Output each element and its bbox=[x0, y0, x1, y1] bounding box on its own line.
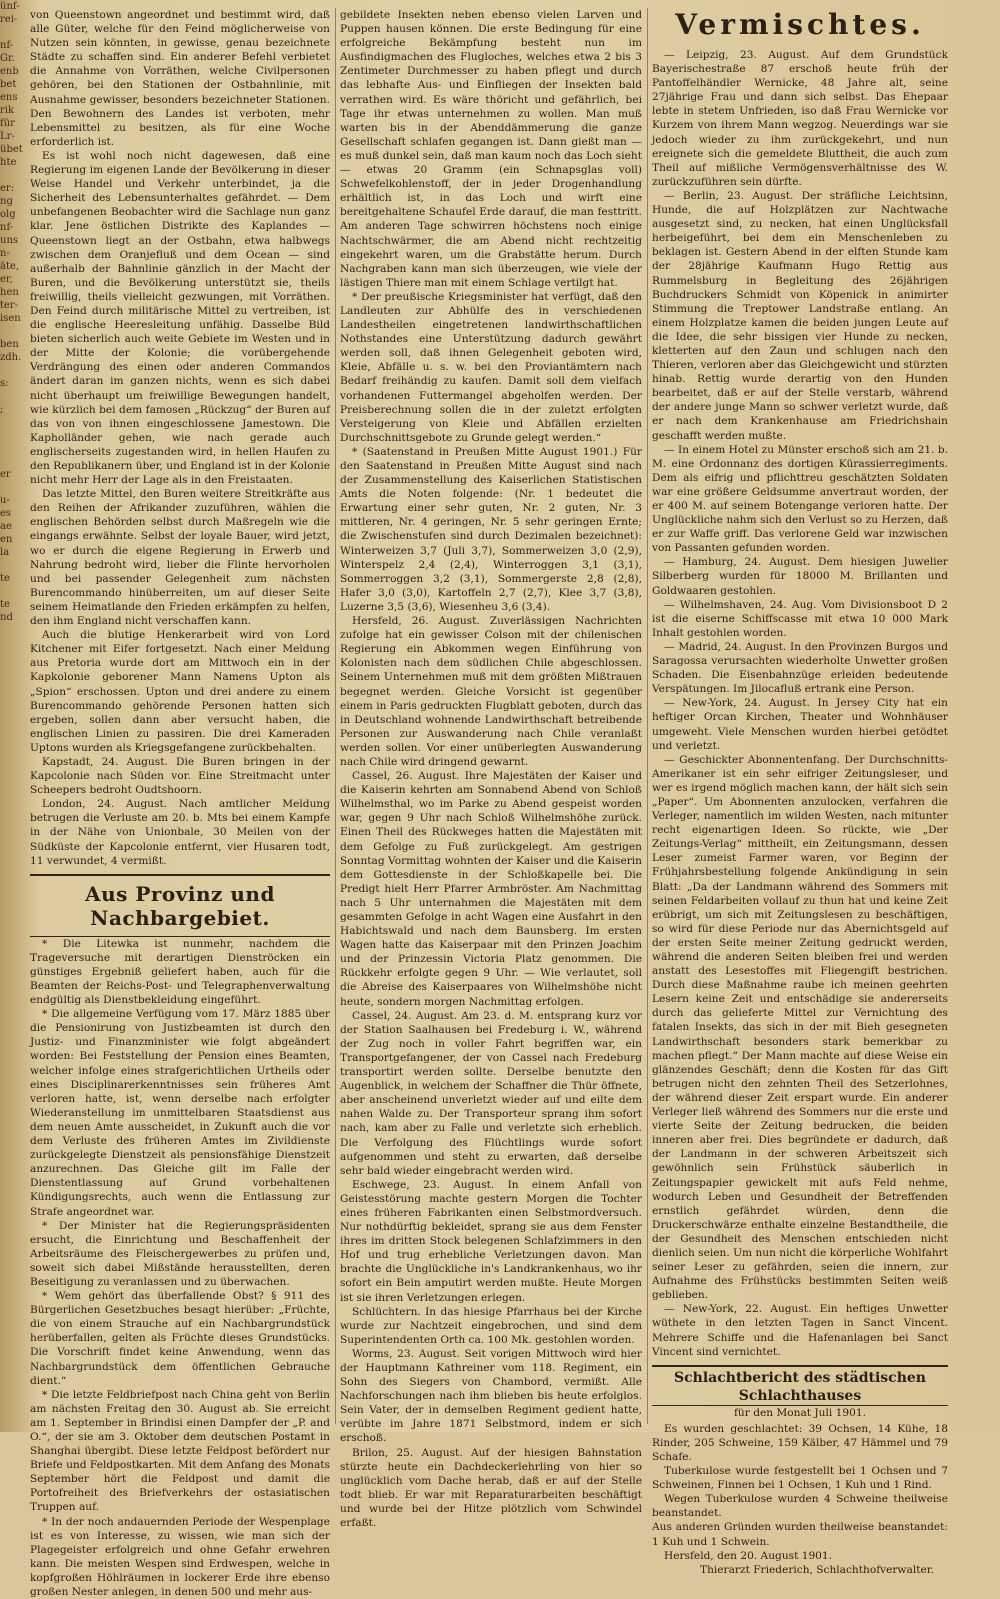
report-header-box bbox=[652, 1365, 948, 1406]
news-item: * Der preußische Kriegsminister hat verfügt, daß den Landleuten zur Abhülfe des in verschiedenen Landestheilen eingetretenen landwirthschaftlichen Nothstandes eine Unterstützung dadurch gewährt werden soll, daß ihnen Gelegenheit geboten wird, Kleie, Abfälle u. s. w. bei den Proviantämtern nach Bedarf freihändig zu kaufen. Damit soll dem vielfach vorhandenen Futtermangel abgeholfen werden. Der Preisberechnung sollen die in der zuletzt erfolgten Versteigerung von Kleie und Abfällen erzielten Durchschnittsgebote zu Grunde gelegt werden.“ bbox=[340, 290, 642, 444]
report-date: Hersfeld, den 20. August 1901. bbox=[664, 1549, 833, 1562]
spine-fragment: ae bbox=[0, 521, 12, 532]
spine-fragment: zdh. bbox=[0, 352, 22, 363]
news-item: Eschwege, 23. August. In einem Anfall von Geistesstörung machte gestern Morgen die Tochter eines früheren Fabrikanten einen Selbstmordversuch. Nur nothdürftig bekleidet, sprang sie aus dem Fenster ihres im dritten Stock belegenen Schlafzimmers in den Hof und trug erhebliche Verletzungen davon. Man brachte die Unglückliche in's Landkrankenhaus, wo ihr sofort ein Bein amputirt werden mußte. Heute Morgen ist sie ihren Verletzungen erlegen. bbox=[340, 1178, 642, 1304]
column-rule bbox=[335, 8, 336, 1424]
spine-fragment bbox=[0, 481, 24, 494]
spine-fragment: en bbox=[0, 534, 13, 545]
spine-fragment: Lr- bbox=[0, 131, 15, 142]
news-item: — Geschickter Abonnentenfang. Der Durchschnitts-Amerikaner ist ein sehr eifriger Zeitungsleser, und wer es irgend möglich machen kann, der hält sich sein „Paper“. Um Abonnenten anzulocken, verfahren die Verleger, namentlich im wilden Westen, nach mitunter recht eigenartigen Ideen. So rückte, wie „Der Zeitungs-Verlag“ mittheilt, ein Zeitungsmann, dessen Leser zumeist Farmer waren, vor Beginn der Frühjahrsbestellung folgende Ankündigung in sein Blatt: „Da der Landmann während des Sommers mit seinen Feldarbeiten vollauf zu thun hat und keine Zeit erübrigt, um sich mit Zeitungslesen zu beschäftigen, so wird für diese Periode nur das Abernichtsgeld auf der ersten Seite meiner Zeitung gedruckt werden, während die anderen Seiten bleiben frei und werden anstatt des Lesestoffes mit Fliegengift bestrichen. Durch diese Maßnahme raube ich meinen geehrten Lesern keine Zeit und entschädige sie andererseits durch das gelieferte Mittel zur Vernichtung des fatalen Insekts, das sich in der mit Bieh gesegneten Landwirthschaft besonders stark bemerkbar zu machen pflegt.“ Der Mann machte auf diese Weise ein glänzendes Geschäft; denn die Kosten für das Gift betrugen nicht den zehnten Theil des Setzerlohnes, der während dieser Zeit erspart wurde. Ein anderer Verleger ließ während des Sommers nur die erste und vierte Seite der Zeitung bedrucken, die beiden inneren aber frei. Dies begründete er dadurch, daß der Landmann in der schweren Arbeitszeit sich gewöhnlich sein Frühstück säuberlich in Zeitungspapier gewickelt mit aufs Feld nehme, wodurch Leben und Gesundheit der Betreffenden ernstlich gefährdet würden, denn die Druckerschwärze enthalte einzelne Bestandtheile, die der Gesundheit des Menschen entschieden nicht dienlich seien. Um nun nicht die körperliche Wohlfahrt seiner Leser zu gefährden, seien die innern, zur Aufnahme des Frühstücks bestimmten Seiten weiß geblieben. bbox=[652, 753, 948, 1302]
section-title: Aus Provinz und Nachbargebiet. bbox=[85, 881, 275, 930]
news-item: * In der noch andauernden Periode der Wespenplage ist es von Interesse, zu wissen, wie man sich der Plagegeister erfolgreich und ohne Gefahr erwehren kann. Die meisten Wespen sind Erdwespen, welche in kopfgroßen Höhlräumen in lockerer Erde ihre ebenso großen Nester anlegen, in denen 500 und mehr aus- bbox=[30, 1515, 330, 1599]
news-item: * Die letzte Feldbriefpost nach China geht von Berlin am nächsten Freitag den 30. August ab. Sie erreicht am 1. September in Brindisi einen Dampfer der „P. and O.“, der sie am 3. Oktober dem deutschen Postamt in Shanghai übergibt. Diese letzte Feldpost befördert nur Briefe und Feldpostkarten. Mit dem Anfang des Monats September hört die Feldpost und damit die Portofreiheit des Briefverkehrs der ostasiatischen Truppen auf. bbox=[30, 1388, 330, 1514]
column-middle bbox=[340, 8, 642, 1530]
spine-fragment bbox=[0, 26, 24, 39]
spine-fragment: für bbox=[0, 118, 15, 129]
column-rule bbox=[647, 8, 648, 1424]
column-left bbox=[30, 8, 330, 1599]
spine-fragment bbox=[0, 455, 24, 468]
news-item: — New-York, 22. August. Ein heftiges Unwetter wüthete in den letzten Tagen in Sanct Vincent. Mehrere Schiffe und die Hafenanlagen bei Sanct Vincent sind vernichtet. bbox=[652, 1303, 948, 1358]
spine-fragment: te bbox=[0, 573, 10, 584]
spine-fragment: nf- bbox=[0, 222, 14, 233]
spine-fragment bbox=[0, 559, 24, 572]
section-header-box bbox=[30, 874, 330, 937]
section-title: Vermischtes. bbox=[675, 8, 925, 41]
spine-fragment: äte, bbox=[0, 261, 20, 272]
spine-fragment: olg bbox=[0, 209, 16, 220]
article-paragraph: von Queenstown angeordnet und bestimmt wird, daß alle Güter, welche für den Feind möglicherweise von Nutzen sein könnten, in gewisse, genau bezeichnete Städte zu schaffen sind. Ein anderer Befehl verbietet die Annahme von Vorräthen, welche Civilpersonen gehören, bei den Stationen der Ostbahnlinie, mit Ausnahme gewisser, besonders bezeichneter Stationen. Den Bewohnern des Landes ist verboten, mehr Lebensmittel zu besitzen, als für eine Woche erforderlich ist. bbox=[30, 9, 330, 148]
spine-fragment: hte bbox=[0, 157, 17, 168]
article-paragraph: Das letzte Mittel, den Buren weitere Streitkräfte aus den Reihen der Afrikander zuzuführen, wählen die englischen Behörden selbst durch Maßregeln wie die eingangs erwähnte. Selbst der loyale Bauer, wird jetzt, wo er durch die eigene Regierung in Erwerb und Nahrung bedroht wird, lieber die Flinte hervorholen und bei passender Gelegenheit zum nächsten Burencommando hinüberreiten, um auf dieser Seite seinem Heimatlande den Frieden erkämpfen zu helfen, den ihm England nicht verschaffen kann. bbox=[30, 488, 330, 628]
report-paragraph: Es wurden geschlachtet: 39 Ochsen, 14 Kühe, 18 Rinder, 205 Schweine, 159 Kälber, 47 Hämmel und 79 Schafe. bbox=[652, 1422, 948, 1463]
spine-fragment bbox=[0, 585, 24, 598]
news-item: Schlüchtern. In das hiesige Pfarrhaus bei der Kirche wurde zur Nachtzeit eingebrochen, und sind dem Superintendenten Orth ca. 100 Mk. gestohlen worden. bbox=[340, 1305, 642, 1346]
spine-fragment: ng bbox=[0, 196, 13, 207]
spine-fragment: enb bbox=[0, 66, 19, 77]
news-item: * Wem gehört das überfallende Obst? § 911 des Bürgerlichen Gesetzbuches besagt hierüber: „Früchte, die von einem Strauche auf ein Nachbargrundstück herüberfallen, gelten als Früchte dieses Grundstücks. Die Vorschrift findet keine Anwendung, wenn das Nachbargrundstück dem öffentlichen Gebrauche dient.“ bbox=[30, 1290, 330, 1387]
news-item: * Die allgemeine Verfügung vom 17. März 1885 über die Pensionirung von Justizbeamten ist durch den Justiz- und Finanzminister wie folgt abgeändert worden: Bei Feststellung der Pension eines Beamten, welcher infolge eines strafgerichtlichen Urtheils oder eines Disciplinarerkenntnisses sein früheres Amt verloren hatte, ist, wenn derselbe nach erfolgter Wiederanstellung im unmittelbaren Staatsdienst aus dem neuen Amte ausscheidet, in Zukunft auch die vor dem Verluste des früheren Amtes im Zivildienste zurückgelegte Dienstzeit als pensionsfähige Dienstzeit anzurechnen. Das Gleiche gilt im Falle der Dienstentlassung auf Grund vorbehaltenen Kündigungsrechts, auch wenn die Entlassung zur Strafe angeordnet war. bbox=[30, 1008, 330, 1218]
spine-fragment: uns bbox=[0, 235, 19, 246]
spine-fragment: la bbox=[0, 547, 10, 558]
news-item: — Leipzig, 23. August. Auf dem Grundstück Bayerischestraße 87 erschoß heute früh der Pantoffelhändler Wernicke, 48 Jahre alt, seine 27jährige Frau und dann sich selbst. Das Ehepaar lebte in stetem Unfrieden, iso daß Frau Wernicke vor Kurzem von ihrem Mann wegzog. Neuerdings war sie jedoch wieder zu ihm zurückgekehrt, und nun ereignete sich die gemeldete Bluttheit, die auch zum Theil auf mißliche Vermögensverhältnisse des W. zurückzuführen sein dürfte. bbox=[652, 49, 948, 188]
news-item: Cassel, 24. August. Am 23. d. M. entsprang kurz vor der Station Saalhausen bei Fredeburg i. W., während der Zug noch in voller Fahrt begriffen war, ein Transportgefangener, der von Cassel nach Fredeburg transportirt werden sollte. Derselbe benutzte den Augenblick, in welchem der Schaffner die Thür öffnete, aber anscheinend unverletzt wieder auf und eilte dem nahen Walde zu. Der Transporteur sprang ihm sofort nach, kam aber zu Falle und verletzte sich erheblich. Die Verfolgung des Flüchtlings wurde sofort aufgenommen und steht zu erwarten, daß derselbe sehr bald wieder eingebracht werden wird. bbox=[340, 1009, 642, 1177]
spine-fragment: rik bbox=[0, 105, 15, 116]
spine-fragment: nf- bbox=[0, 40, 14, 51]
spine-fragment: Gr. bbox=[0, 53, 15, 64]
spine-fragment: es bbox=[0, 508, 12, 519]
news-item: — In einem Hotel zu Münster erschoß sich am 21. b. M. eine Ordonnanz des dortigen Kürassierregiments. Dem als eifrig und pflichttreu geschätzten Soldaten war eine größere Geldsumme anvertraut worden, der er 400 M. auf seinem Botengange verloren hatte. Der Unglückliche nahm sich den Verlust so zu Herzen, daß er zur Waffe griff. Das verlorene Geld war inzwischen von Passanten gefunden worden. bbox=[652, 443, 948, 555]
spine-fragment: bet bbox=[0, 79, 17, 90]
spine-fragment: ter- bbox=[0, 300, 19, 311]
news-item: — Berlin, 23. August. Der sträfliche Leichtsinn, Hunde, die auf Holzplätzen zur Nachtwache ausgesetzt sind, zu necken, hat einen Unglücksfall herbeigeführt, bei dem ein Menschenleben zu beklagen ist. Gestern Abend in der elften Stunde kam der 28jährige Kaufmann Hugo Rettig aus Rummelsburg in Begleitung des 26jährigen Buchdruckers Schmidt von Köpenick in animirter Stimmung die Treptower Landstraße entlang. An einem Holzplatze kamen die beiden jungen Leute auf die Idee, die sehr bissigen vier Hunde zu necken, kletterten auf den Zaun und schlugen nach den Thieren, verloren aber das Gleichgewicht und stürzten hinab. Rettig wurde derartig von den Hunden bearbeitet, daß er auf der Stelle verstarb, während der andere junge Mann so schwer verletzt wurde, daß er nach dem Krankenhause am Friedrichshain geschafft werden mußte. bbox=[652, 189, 948, 442]
news-item: Worms, 23. August. Seit vorigen Mittwoch wird hier der Hauptmann Kathreiner vom 118. Regiment, ein Sohn des Siegers von Chambord, vermißt. Alle Nachforschungen nach ihm blieben bis heute erfolglos. Sein Vater, der in demselben Regiment gedient hatte, verübte im Jahre 1871 Selbstmord, indem er sich erschoß. bbox=[340, 1347, 642, 1445]
spine-fragment: ; bbox=[0, 404, 4, 415]
news-item: * Die Litewka ist nunmehr, nachdem die Trageversuche mit derartigen Dienströcken ein günstiges Ergebniß geliefert haben, auch für die Beamten der Reichs-Post- und Telegraphenverwaltung endgültig als Dienstbekleidung eingeführt. bbox=[30, 937, 330, 1007]
spine-fragment bbox=[0, 325, 24, 338]
news-item: — New-York, 24. August. In Jersey City hat ein heftiger Orcan Kirchen, Theater und Wohnhäuser umgeweht. Viele Menschen wurden hierbei getödtet und verletzt. bbox=[652, 697, 948, 752]
news-item: — Wilhelmshaven, 24. Aug. Vom Divisionsboot D 2 ist die eiserne Schiffscasse mit etwa 10 000 Mark Inhalt gestohlen worden. bbox=[652, 598, 948, 639]
news-item: Cassel, 26. August. Ihre Majestäten der Kaiser und die Kaiserin kehrten am Sonnabend Abend von Schloß Wilhelmsthal, wo im Parke zu Abend gespeist worden war, gegen 9 Uhr nach Schloß Wilhelmshöhe zurück. Einen Theil des Rückweges hatten die Majestäten mit dem Gefolge zu Fuß zurückgelegt. Am gestrigen Sonntag Vormittag wohnten der Kaiser und die Kaiserin dem Gottesdienste in der Schloßkapelle bei. Die Predigt hielt Herr Pfarrer Armbröster. Am Nachmittag nach 5 Uhr unternahmen die Majestäten mit dem gesammten Gefolge in acht Wagen eine Ausfahrt in den Habichtswald und nach dem Baunsberg. Im ersten Wagen hatte das Kaiserpaar mit den Prinzen Joachim und der Prinzessin Victoria Platz genommen. Die Rückkehr erfolgte gegen 9 Uhr. — Wie verlautet, soll die Abreise des Kaiserpaares von Wilhelmshöhe nicht heute, sondern morgen Nachmittag erfolgen. bbox=[340, 770, 642, 1008]
spine-fragment: u- bbox=[0, 495, 10, 506]
previous-page-edge bbox=[0, 0, 24, 1432]
spine-fragment: rei- bbox=[0, 14, 18, 25]
spine-fragment bbox=[0, 364, 24, 377]
report-month: für den Monat Juli 1901. bbox=[734, 1406, 866, 1419]
article-paragraph: gebildete Insekten neben ebenso vielen Larven und Puppen hausen können. Die erste Bedingung für eine erfolgreiche Bekämpfung besteht nun im Ausfindigmachen des Flugloches, welches etwa 2 bis 3 Zentimeter Durchmesser zu haben pflegt und durch das lebhafte Aus- und Einfliegen der Insekten bald verrathen wird. Es wäre thöricht und gefährlich, bei Tage ihr etwas unternehmen zu wollen. Man muß warten bis in der Abenddämmerung die ganze Gesellschaft schlafen gegangen ist. Dann gießt man — es muß dunkel sein, daß man kaum noch das Loch sieht — etwas 20 Gramm (ein Schnapsglas voll) Schwefelkohlenstoff, der in jeder Drogenhandlung erhältlich ist, in das Loch und wirft eine bereitgehaltene Schaufel Erde darauf, die man festtritt. Am anderen Tage schwirren höchstens noch einige Nachtschwärmer, die am Abend nicht rechtzeitig eingekehrt waren, um die Grabstätte herum. Durch Nachgraben kann man sich überzeugen, wie viele der lästigen Thiere man mit einem Schlage vertilgt hat. bbox=[340, 9, 642, 289]
news-item: * Der Minister hat die Regierungspräsidenten ersucht, die Einrichtung und Beschaffenheit der Arbeitsräume des Fleischergewerbes zu prüfen und, soweit sich dabei Mißstände herausstellten, deren Beseitigung zu veranlassen und zu überwachen. bbox=[30, 1219, 330, 1288]
news-item: — Hamburg, 24. August. Dem hiesigen Juwelier Silberberg wurden für 18000 M. Brillanten und Goldwaaren gestohlen. bbox=[652, 556, 948, 597]
spine-fragment: er bbox=[0, 469, 11, 480]
report-paragraph: Aus anderen Gründen wurden theilweise beanstandet: 1 Kuh und 1 Schwein. bbox=[652, 1521, 948, 1548]
report-paragraph: Wegen Tuberkulose wurden 4 Schweine theilweise beanstandet. bbox=[652, 1493, 948, 1520]
news-item: Brilon, 25. August. Auf der hiesigen Bahnstation stürzte heute ein Dachdeckerlehrling von hier so unglücklich vom Dache herab, daß er auf der Stelle todt blieb. Er war mit Reparaturarbeiten beschäftigt und wurde bei der Hitze plötzlich vom Schwindel erfaßt. bbox=[340, 1446, 642, 1530]
spine-fragment: ben bbox=[0, 339, 19, 350]
spine-fragment: hen bbox=[0, 287, 19, 298]
report-signature: Thierarzt Friederich, Schlachthofverwalter. bbox=[700, 1563, 934, 1576]
spine-fragment bbox=[0, 416, 24, 429]
news-item: — Madrid, 24. August. In den Provinzen Burgos und Saragossa verursachten wiederholte Unwetter großen Schaden. Die Eisenbahnzüge erleiden bedeutende Verspätungen. Im Jilocafluß ertrank eine Person. bbox=[652, 640, 948, 696]
column-right bbox=[652, 8, 948, 1576]
spine-fragment: te bbox=[0, 599, 10, 610]
spine-fragment bbox=[0, 169, 24, 182]
spine-fragment bbox=[0, 390, 24, 403]
news-item: * (Saatenstand in Preußen Mitte August 1901.) Für den Saatenstand in Preußen Mitte August sind nach der Zusammenstellung des Kaiserlichen Statistischen Amts die Noten folgende: (Nr. 1 bedeutet die Erwartung einer sehr guten, Nr. 2 guten, Nr. 3 mittleren, Nr. 4 geringen, Nr. 5 sehr geringen Ernte; die Zwischenstufen sind durch Dezimalen bezeichnet): Winterweizen 3,7 (Juli 3,7), Sommerweizen 3,0 (2,9), Winterspelz 2,4 (2,4), Winterroggen 3,1 (3,1), Sommerroggen 3,2 (3,1), Sommergerste 2,8 (2,8), Hafer 3,0 (3,0), Kartoffeln 2,7 (2,7), Klee 3,7 (3,8), Luzerne 3,5 (3,6), Wiesenheu 3,6 (3,4). bbox=[340, 445, 642, 613]
spine-fragment: ens bbox=[0, 92, 18, 103]
article-paragraph: Es ist wohl noch nicht dagewesen, daß eine Regierung im eigenen Lande der Bevölkerung in dieser Weise Handel und Verkehr unterbindet, ja die Sicherheit des Lebensunterhaltes gefährdet. — Dem unbefangenen Beobachter wird die Sachlage nun ganz klar. Jene östlichen Distrikte des Kaplandes — Queenstown liegt an der Ostbahn, etwa halbwegs zwischen dem Oranjefluß und dem Ocean — sind außerhalb der Bahnlinie gänzlich in der Macht der Buren, und die Bevölkerung unterstützt sie, theils freiwillig, theils vielleicht gezwungen, mit Vorräthen. Den Feind durch militärische Mittel zu vertreiben, ist die englische Heeresleitung unfähig. Dasselbe Bild bieten sicherlich auch weite Gebiete im Westen und in der Mitte der Kolonie; die vorübergehende Verdrängung des einen oder anderen Commandos ändert daran im ganzen nichts, wenn es sich dabei nicht überhaupt um freiwillige Bewegungen handelt, wie kürzlich bei dem famosen „Rückzug“ der Buren auf das von von ihnen eingeschlossene Jamestown. Die Kapholländer gehen, wie nach gerade auch englischerseits zugestanden wird, in hellen Haufen zu den Republikanern über, und England ist in der Kolonie nicht mehr Herr der Lage als in den Freistaaten. bbox=[30, 149, 330, 487]
report-paragraph: Tuberkulose wurde festgestellt bei 1 Ochsen und 7 Schweinen, Finnen bei 1 Ochsen, 1 Kuh und 1 Rind. bbox=[652, 1465, 948, 1492]
news-item: Kapstadt, 24. August. Die Buren bringen in der Kapcolonie nach Süden vor. Eine Streitmacht unter Scheepers bedroht Oudtshoorn. bbox=[30, 755, 330, 797]
spine-fragment: ünf- bbox=[0, 1, 20, 12]
article-paragraph: Auch die blutige Henkerarbeit wird von Lord Kitchener mit Eifer fortgesetzt. Nach einer Meldung aus Pretoria wurde dort am Mittwoch ein in der Kapkolonie geborener Mann Namens Upton als „Spion“ erschossen. Upton und drei andere zu einem Burencommando gehörende Personen hatten sich ergeben, sollen dann aber versucht haben, die englischen Linien zu passiren. Die drei Kameraden Uptons wurden als Kriegsgefangene zurückbehalten. bbox=[30, 629, 330, 754]
spine-fragment: nd bbox=[0, 612, 13, 623]
spine-fragment: er, bbox=[0, 274, 13, 285]
spine-fragment: s: bbox=[0, 378, 9, 389]
spine-fragment: isen bbox=[0, 313, 21, 324]
report-title: Schlachtbericht des städtischen Schlachthauses bbox=[674, 1369, 926, 1404]
spine-fragment: er: bbox=[0, 183, 15, 194]
spine-fragment: übet bbox=[0, 144, 23, 155]
spine-fragment bbox=[0, 442, 24, 455]
news-item: Hersfeld, 26. August. Zuverlässigen Nachrichten zufolge hat ein gewisser Colson mit der chilenischen Regierung ein Abkommen wegen Einführung von Kolonisten nach dem südlichen Chile abgeschlossen. Seinem Unternehmen muß mit dem größten Mißtrauen begegnet werden. Gleiche Vorsicht ist gegenüber einem in Paris gedruckten Flugblatt geboten, durch das in Deutschland wohnende Landwirthschaft betreibende Personen zur Auswanderung nach Chile veranlaßt werden sollen. Vor einer unüberlegten Auswanderung nach Chile wird dringend gewarnt. bbox=[340, 615, 642, 768]
news-item: London, 24. August. Nach amtlicher Meldung betrugen die Verluste am 20. b. Mts bei einem Kampfe in der Nähe von Unionbale, 30 Meilen von der Südküste der Kapcolonie entfernt, vier Husaren todt, 11 verwundet, 4 vermißt. bbox=[30, 798, 330, 867]
spine-fragment bbox=[0, 429, 24, 442]
spine-fragment: n- bbox=[0, 248, 10, 259]
